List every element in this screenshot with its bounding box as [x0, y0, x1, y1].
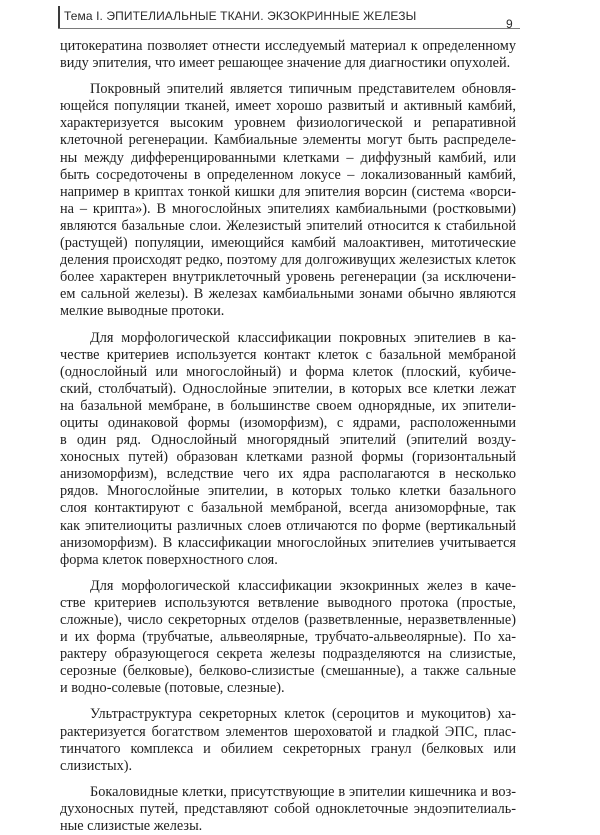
text-line: Для морфологической классификации покровных эпителиев в ка-	[90, 329, 516, 346]
paragraph-gap	[60, 321, 516, 330]
text-line: форма клеток поверхностного слоя.	[60, 551, 278, 568]
text-line: тинчатого комплекса и обилием секреторных гранул (белковых или	[60, 740, 516, 757]
text-line: ем сальной железы). В железах камбиальными зонами обычно являются	[60, 286, 516, 303]
text-line: рактеру образующегося секрета железы подразделяются на слизистые,	[60, 646, 516, 663]
text-line: анизоморфизм). В классификации многослойных эпителиев учитывается	[60, 534, 516, 551]
text-line: и водно-солевые (потовые, слезные).	[60, 680, 285, 697]
text-line: ные слизистые железы.	[60, 818, 203, 835]
text-line: и их форма (трубчатые, альвеолярные, трубчато-альвеолярные). По ха-	[60, 629, 516, 646]
text-line: рактеризуется богатством элементов шероховатой и гладкой ЭПС, плас-	[60, 723, 516, 740]
text-line: например в криптах тонкой кишки для эпителия ворсин (система «ворси-	[60, 183, 516, 200]
body-text	[60, 38, 516, 835]
paragraph	[60, 578, 516, 698]
text-line: на – крипта»). В многослойных эпителиях камбиальными (ростковыми)	[60, 200, 516, 217]
header-rule	[58, 28, 520, 29]
paragraph	[60, 330, 516, 569]
paragraph	[60, 784, 516, 835]
text-line: (растущей) популяции, имеющийся камбий малоактивен, митотические	[60, 235, 516, 252]
text-line: ский, столбчатый). Однослойные эпителии, в которых все клетки лежат	[60, 380, 516, 397]
text-line: Для морфологической классификации экзокринных желез в каче-	[90, 577, 516, 594]
text-line: в один ряд. Однослойный многорядный эпителий (эпителий возду-	[60, 432, 516, 449]
text-line: (однослойный или многослойный) и форма клеток (плоский, кубиче-	[60, 363, 516, 380]
paragraph-gap	[60, 72, 516, 81]
paragraph	[60, 38, 516, 72]
text-line: ющейся популяции тканей, имеет хорошо развитый и активный камбий,	[60, 98, 516, 115]
text-line: быть сосредоточены в определенном локусе – локализованный камбий,	[60, 166, 516, 183]
text-line: клеточной регенерации. Камбиальные элементы могут быть распределе-	[60, 132, 516, 149]
text-line: анизоморфизм), вследствие чего их ядра располагаются в несколько	[60, 466, 516, 483]
text-line: на базальной мембране, в большинстве своем однорядные, их эпители-	[60, 397, 516, 414]
text-line: как эпителиоциты различных слоев отличаются по форме (вертикальный	[60, 517, 516, 534]
page-number: 9	[506, 17, 513, 31]
text-line: хоносных путей) образован клетками разной формы (горизонтальный	[60, 449, 516, 466]
text-line: честве критериев используется контакт клеток с базальной мембраной	[60, 346, 516, 363]
text-line: стве критериев используются ветвление выводного протока (простые,	[60, 594, 516, 611]
paragraph	[60, 706, 516, 774]
text-line: мелкие выводные протоки.	[60, 303, 225, 320]
paragraph-gap	[60, 697, 516, 706]
text-line: слизистых).	[60, 757, 133, 774]
text-line: оциты одинаковой формы (изоморфизм), с ядрами, расположенными	[60, 414, 516, 431]
text-line: являются базальные слои. Железистый эпителий относится к стабильной	[60, 217, 516, 234]
text-line: Бокаловидные клетки, присутствующие в эпителии кишечника и воз-	[90, 783, 516, 800]
text-line: виду эпителия, что имеет решающее значение для диагностики опухолей.	[60, 55, 511, 72]
text-line: Покровный эпителий является типичным представителем обновля-	[90, 81, 516, 98]
text-line: деления происходят редко, поэтому для долгоживущих железистых клеток	[60, 252, 516, 269]
text-line: цитокератина позволяет отнести исследуемый материал к определенному	[60, 38, 516, 54]
text-line: Ультраструктура секреторных клеток (сероцитов и мукоцитов) ха-	[90, 706, 516, 723]
running-header	[0, 0, 600, 40]
paragraph	[60, 81, 516, 320]
paragraph-gap	[60, 775, 516, 784]
chapter-title: Тема I. ЭПИТЕЛИАЛЬНЫЕ ТКАНИ. ЭКЗОКРИННЫЕ ЖЕЛЕЗЫ	[64, 9, 417, 23]
text-line: серозные (белковые), белково-слизистые (смешанные), а также сальные	[60, 663, 516, 680]
text-line: сложные), число секреторных отделов (разветвленные, неразветвленные)	[60, 612, 516, 628]
header-vertical-bar	[58, 6, 60, 28]
text-line: более характерен внутриклеточный уровень регенерации (за исключени-	[60, 269, 516, 286]
text-line: духоносных путей, представляют собой одноклеточные эндоэпителиаль-	[60, 800, 516, 817]
text-line: ны между дифференцированными клетками – диффузный камбий, или	[60, 149, 516, 166]
text-line: рядов. Многослойные эпителии, в которых только клетки базального	[60, 483, 516, 500]
text-line: слоя контактируют с базальной мембраной, всегда анизоморфные, так	[60, 500, 516, 517]
text-line: характеризуется высоким уровнем физиологической и репаративной	[60, 115, 516, 132]
paragraph-gap	[60, 569, 516, 578]
